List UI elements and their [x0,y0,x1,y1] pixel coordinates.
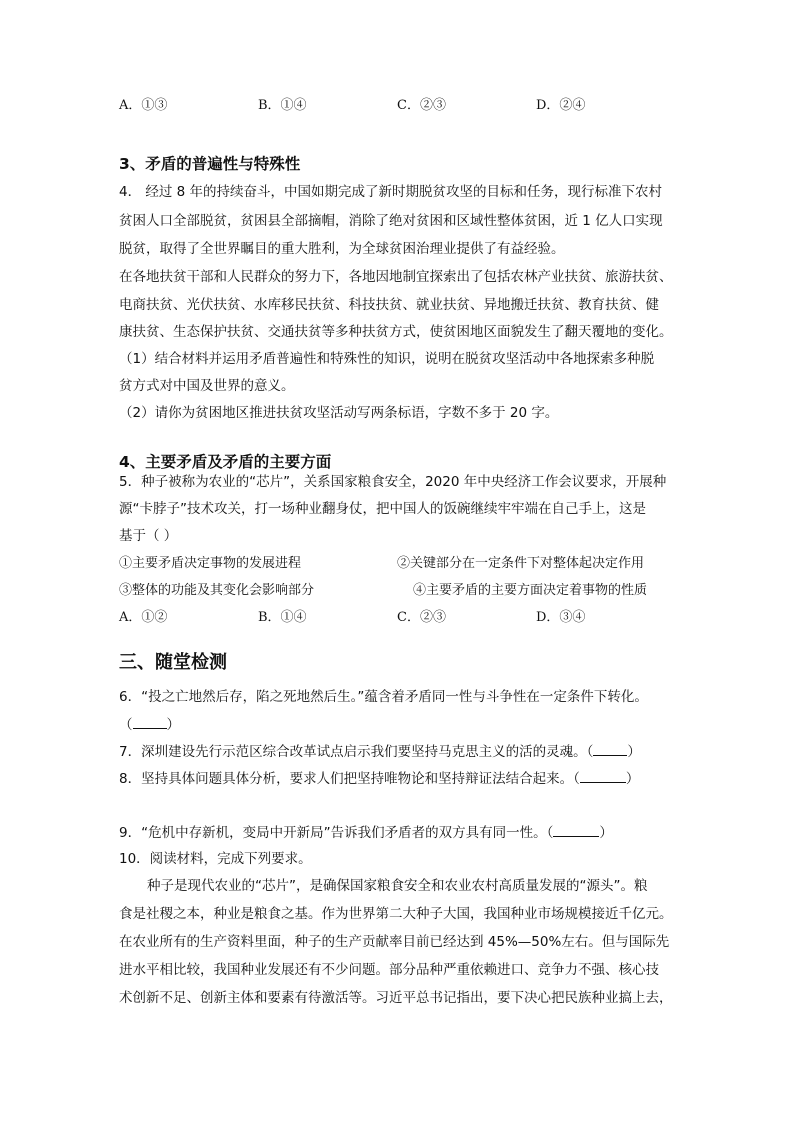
passage-line: 种子是现代农业的“芯片”，是确保国家粮食安全和农业农村高质量发展的“源头”。粮 [147,878,648,894]
section-heading-check: 三、随堂检测 [119,652,227,673]
q5-line: 基于（ ） [119,528,178,544]
option-a: A．①② [119,610,168,625]
q8-text: 8．坚持具体问题具体分析，要求人们把坚持唯物论和坚持辩证法结合起来。（ [119,771,580,787]
section-heading-3: 3、矛盾的普遍性与特殊性 [119,155,301,173]
q8-close: ） [625,771,640,787]
q7-text: 7．深圳建设先行示范区综合改革试点启示我们要坚持马克思主义的活的灵魂。（ [119,744,594,760]
option-b: B．①④ [258,610,307,625]
section-heading-4: 4、主要矛盾及矛盾的主要方面 [119,453,332,471]
statement-4: ④主要矛盾的主要方面决定着事物的性质 [413,583,648,598]
q4-line: 4． 经过 8 年的持续奋斗，中国如期完成了新时期脱贫攻坚的目标和任务，现行标准下农村 [119,184,663,200]
q6-answer-blank[interactable] [133,714,167,729]
q7-close: ） [627,744,641,760]
passage-line: 术创新不足、创新主体和要素有待激活等。习近平总书记指出，要下决心把民族种业搞上去， [119,990,673,1006]
passage-line: 在农业所有的生产资料里面，种子的生产贡献率目前已经达到 45%—50%左右。但与国际先 [119,934,670,950]
q9-text: 9．“危机中存新机，变局中开新局”告诉我们矛盾者的双方具有同一性。（ [119,825,554,841]
q5-line: 5．种子被称为农业的“芯片”，关系国家粮食安全，2020 年中央经济工作会议要求，开展种 [119,474,667,490]
option-d-prev: D．②④ [536,98,586,113]
q9-close: ） [599,825,613,841]
q4-line: 康扶贫、生态保护扶贫、交通扶贫等多种扶贫方式，使贫困地区面貌发生了翻天覆地的变化。 [119,324,673,340]
passage-line: 食是社稷之本，种业是粮食之基。作为世界第二大种子大国，我国种业市场规模接近千亿元。 [119,906,673,922]
option-c: C．②③ [397,610,446,625]
q4-line: 贫困人口全部脱贫，贫困县全部摘帽，消除了绝对贫困和区域性整体贫困，近 1 亿人口实现 [119,213,663,229]
q4-line: 电商扶贫、光伏扶贫、水库移民扶贫、科技扶贫、就业扶贫、异地搬迁扶贫、教育扶贫、健 [119,297,659,313]
q6-open: （ [119,717,133,733]
option-d: D．③④ [536,610,586,625]
q4-sub1-line: （1）结合材料并运用矛盾普遍性和特殊性的知识，说明在脱贫攻坚活动中各地探索多种脱 [119,351,655,367]
q7-answer-blank[interactable] [593,741,627,756]
statement-2: ②关键部分在一定条件下对整体起决定作用 [397,556,645,571]
q4-line: 在各地扶贫干部和人民群众的努力下，各地因地制宜探索出了包括农林产业扶贫、旅游扶贫、 [119,269,673,285]
q9-line [119,822,679,843]
passage-line: 进水平相比较，我国种业发展还有不少问题。部分品种严重依赖进口、竞争力不强、核心技 [119,962,659,978]
option-b-prev: B．①④ [258,98,307,113]
statement-3: ③整体的功能及其变化会影响部分 [119,583,315,598]
option-a-prev: A．①③ [119,98,168,113]
q5-line: 源“卡脖子”技术攻关，打一场种业翻身仗，把中国人的饭碗继续牢牢端在自己手上，这是 [119,501,646,517]
option-c-prev: C．②③ [397,98,446,113]
statement-1: ①主要矛盾决定事物的发展进程 [119,556,302,571]
q9-answer-blank[interactable] [553,822,599,837]
q4-sub1-line: 贫方式对中国及世界的意义。 [119,378,295,394]
q6-blank-line [119,714,679,735]
q10-text: 10．阅读材料，完成下列要求。 [119,851,312,867]
q6-close: ） [166,717,180,733]
q7-line [119,741,679,762]
q8-answer-blank[interactable] [580,768,626,783]
q4-sub2-line: （2）请你为贫困地区推进扶贫攻坚活动写两条标语，字数不多于 20 字。 [119,405,559,421]
q4-line: 脱贫，取得了全世界瞩目的重大胜利，为全球贫困治理业提供了有益经验。 [119,241,565,257]
q6-text: 6．“投之亡地然后存，陷之死地然后生。”蕴含着矛盾同一性与斗争性在一定条件下转化。 [119,689,648,705]
q8-line [119,768,679,789]
